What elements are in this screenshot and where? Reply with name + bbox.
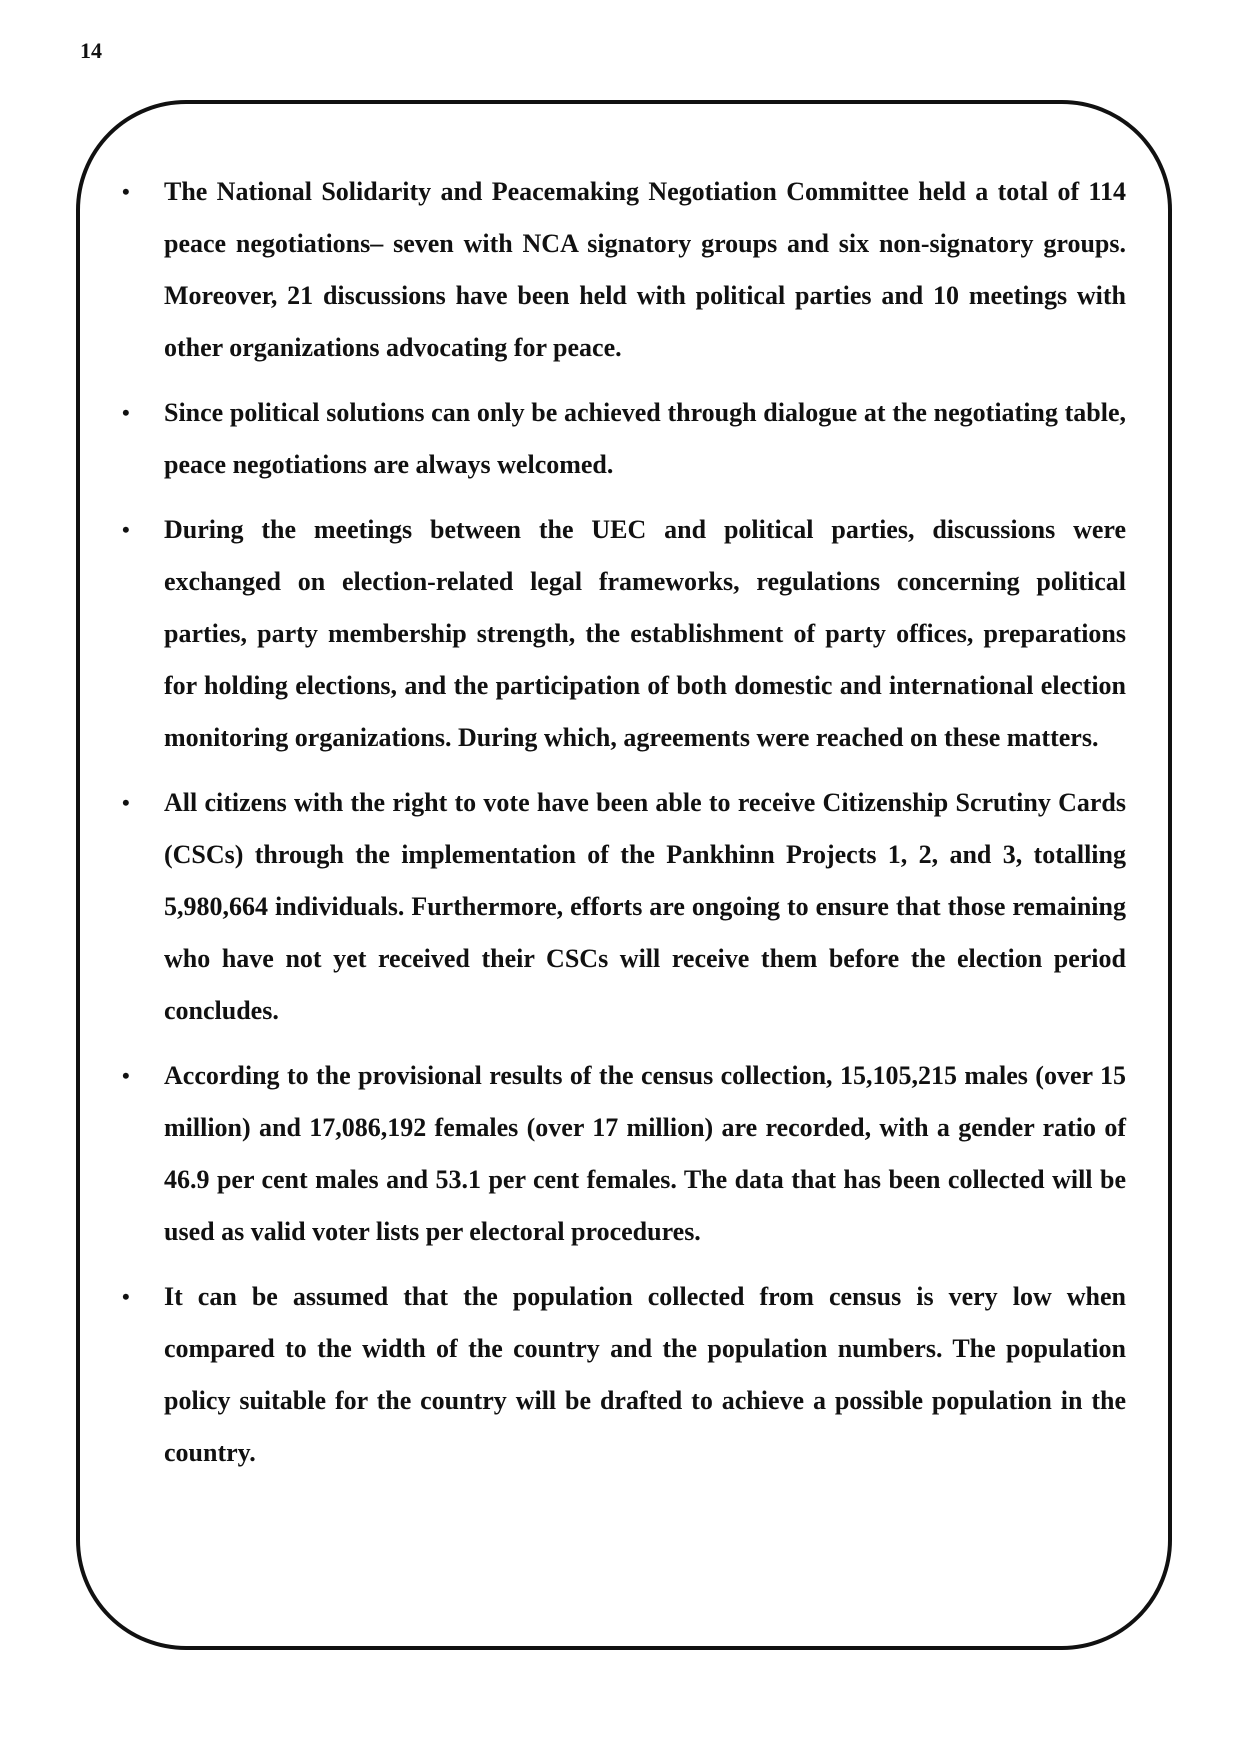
bullet-list (122, 166, 1126, 1492)
bullet-marker: • (122, 517, 130, 542)
bullet-marker: • (122, 1063, 130, 1088)
bullet-item (122, 166, 1126, 374)
bullet-marker: • (122, 790, 130, 815)
bullet-text: Since political solutions can only be achieved through dialogue at the negotiating table, peace negotiations are always welcomed. (164, 398, 1126, 479)
bullet-item (122, 504, 1126, 764)
bullet-item (122, 777, 1126, 1037)
bullet-text: It can be assumed that the population collected from census is very low when compared to the width of the country and the population numbers. The population policy suitable for the country will be drafted to achieve a possible population in the country. (164, 1282, 1126, 1467)
bullet-item (122, 387, 1126, 491)
bullet-marker: • (122, 179, 130, 204)
bullet-text: The National Solidarity and Peacemaking Negotiation Committee held a total of 114 peace negotiations– seven with NCA signatory groups and six non-signatory groups. Moreover, 21 discussions have been held with political parties and 10 meetings with other organizations advocating for peace. (164, 177, 1126, 362)
bullet-text: All citizens with the right to vote have been able to receive Citizenship Scrutiny Cards (CSCs) through the implementation of the Pankhinn Projects 1, 2, and 3, totalling 5,980,664 individuals. Furthermore, efforts are ongoing to ensure that those remaining who have not yet received their CSCs will receive them before the election period concludes. (164, 788, 1126, 1025)
bullet-marker: • (122, 400, 130, 425)
bullet-item (122, 1050, 1126, 1258)
bullet-text: According to the provisional results of the census collection, 15,105,215 males (over 15 million) and 17,086,192 females (over 17 million) are recorded, with a gender ratio of 46.9 per cent males and 53.1 per cent females. The data that has been collected will be used as valid voter lists per electoral procedures. (164, 1061, 1126, 1246)
bullet-marker: • (122, 1284, 130, 1309)
bullet-text: During the meetings between the UEC and political parties, discussions were exchanged on election-related legal frameworks, regulations concerning political parties, party membership strength, the establishment of party offices, preparations for holding elections, and the participation of both domestic and international election monitoring organizations. During which, agreements were reached on these matters. (164, 515, 1126, 752)
bullet-item (122, 1271, 1126, 1479)
page-number: 14 (80, 38, 102, 63)
